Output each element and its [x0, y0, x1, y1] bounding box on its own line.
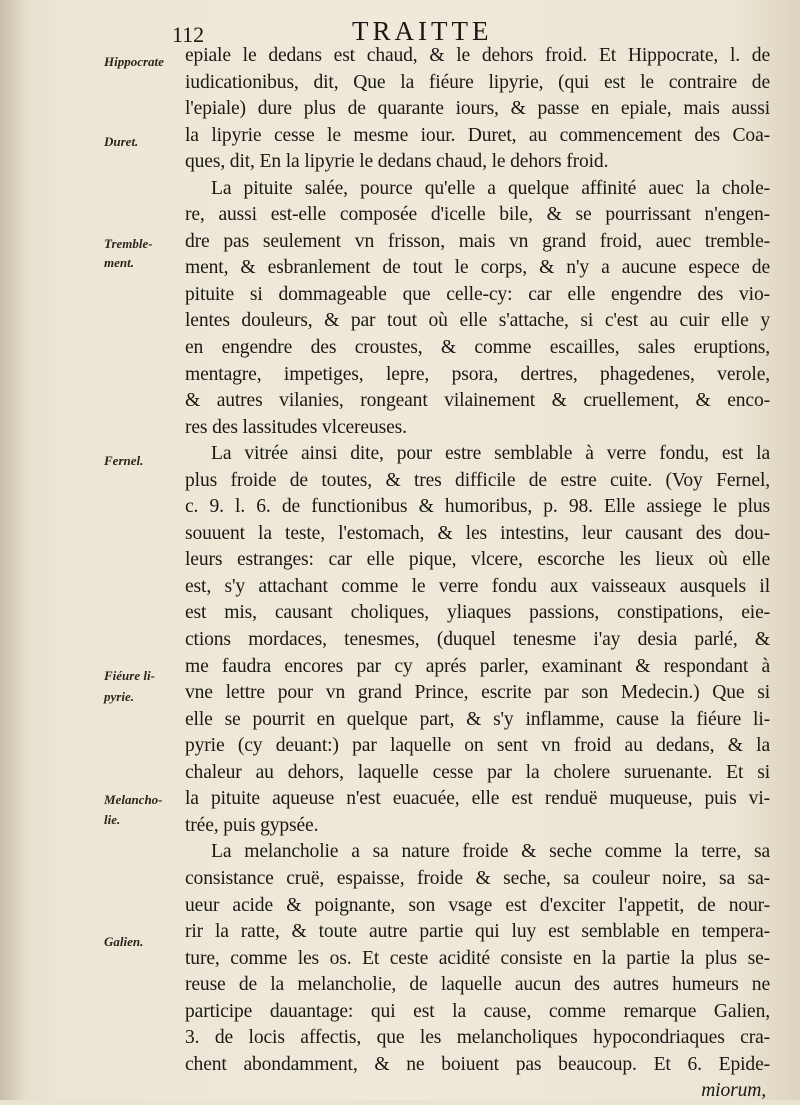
running-title: TRAITTE [352, 16, 493, 46]
text-line: en engendre des croustes, & comme escailles, sales eruptions, [185, 337, 770, 359]
text-line: La melancholie a sa nature froide & seche comme la terre, sa [211, 841, 770, 863]
margin-note: Fiéure li- [104, 668, 155, 683]
text-line: vne lettre pour vn grand Prince, escrite par son Medecin.) Que si [185, 682, 770, 704]
margin-note: pyrie. [104, 689, 134, 704]
margin-note: Hippocrate [104, 54, 164, 69]
text-line: re, aussi est-elle composée d'icelle bile, & se pourrissant n'engen- [185, 204, 770, 226]
text-line: elle se pourrit en quelque part, & s'y inflamme, cause la fiéure li- [185, 708, 770, 730]
margin-note: Galien. [104, 934, 144, 949]
text-line: participe dauantage: qui est la cause, comme remarque Galien, [185, 1000, 770, 1022]
text-line: La vitrée ainsi dite, pour estre semblable à verre fondu, est la [211, 443, 770, 465]
text-line: l'epiale) dure plus de quarante iours, & passe en epiale, mais aussi [185, 98, 770, 120]
text-line: la pituite aqueuse n'est euacuée, elle est renduë muqueuse, puis vi- [185, 788, 770, 810]
text-line: & autres vilanies, rongeant vilainement & cruellement, & enco- [185, 390, 770, 412]
text-line: ques, dit, En la lipyrie le dedans chaud, le dehors froid. [185, 151, 609, 173]
margin-note: Duret. [104, 134, 139, 149]
page-number: 112 [172, 22, 205, 47]
text-line: epiale le dedans est chaud, & le dehors froid. Et Hippocrate, l. de [185, 45, 770, 66]
text-line: reuse de la melancholie, de laquelle aucun des autres humeurs ne [185, 974, 770, 996]
text-line: ture, comme les os. Et ceste acidité consiste en la partie la plus se- [185, 947, 770, 969]
text-line: miorum, [701, 1080, 766, 1102]
body-text [185, 43, 770, 1105]
margin-note: Fernel. [104, 453, 144, 468]
text-line: chaleur au dehors, laquelle cesse par la cholere suruenante. Et si [185, 761, 770, 783]
text-line: trée, puis gypsée. [185, 814, 319, 836]
text-line: c. 9. l. 6. de functionibus & humoribus, p. 98. Elle assiege le plus [185, 496, 770, 518]
margin-note: ment. [104, 255, 134, 270]
text-line: rir la ratte, & toute autre partie qui luy est semblable en tempera- [185, 921, 770, 943]
text-line: pituite si dommageable que celle-cy: car elle engendre des vio- [185, 283, 770, 305]
margin-note: lie. [104, 812, 121, 827]
text-line: me faudra encores par cy aprés parler, examinant & respondant à [185, 655, 770, 677]
text-line: La pituite salée, pource qu'elle a quelque affinité auec la chole- [211, 177, 770, 199]
text-line: iudicationibus, dit, Que la fiéure lipyrie, (qui est le contraire de [185, 71, 770, 93]
text-line: consistance cruë, espaisse, froide & seche, sa couleur noire, sa sa- [185, 867, 770, 889]
margin-note: Melancho- [104, 792, 163, 807]
text-line: ctions mordaces, tenesmes, (duquel tenesme i'ay desia parlé, & [185, 629, 770, 651]
text-line: dre pas seulement vn frisson, mais vn grand froid, auec tremble- [185, 230, 770, 252]
text-line: mentagre, impetiges, lepre, psora, dertres, phagedenes, verole, [185, 363, 770, 385]
text-line: leurs estranges: car elle pique, vlcere, escorche les lieux où elle [185, 549, 770, 571]
text-line: la lipyrie cesse le mesme iour. Duret, au commencement des Coa- [185, 124, 770, 146]
text-line: ueur acide & poignante, son vsage est d'exciter l'appetit, de nour- [185, 894, 770, 916]
text-line: pyrie (cy deuant:) par laquelle on sent vn froid au dedans, & la [185, 735, 770, 757]
text-line: res des lassitudes vlcereuses. [185, 416, 407, 438]
text-line: lentes douleurs, & par tout où elle s'attache, si c'est au cuir elle y [185, 310, 770, 332]
text-line: ment, & esbranlement de tout le corps, & n'y a aucune espece de [185, 257, 770, 279]
text-line: 3. de locis affectis, que les melancholiques hypocondriaques cra- [185, 1027, 770, 1049]
text-line: souuent la teste, l'estomach, & les intestins, leur causant des dou- [185, 522, 770, 544]
text-line: plus froide de toutes, & tres difficile de estre cuite. (Voy Fernel, [185, 469, 770, 491]
margin-note: Tremble- [104, 236, 153, 251]
text-line: est mis, causant choliques, yliaques passions, constipations, eie- [185, 602, 770, 624]
page-fold-shadow [0, 0, 26, 1100]
text-line: chent abondamment, & ne boiuent pas beaucoup. Et 6. Epide- [185, 1053, 770, 1075]
text-line: est, s'y attachant comme le verre fondu aux vaisseaux ausquels il [185, 575, 770, 597]
